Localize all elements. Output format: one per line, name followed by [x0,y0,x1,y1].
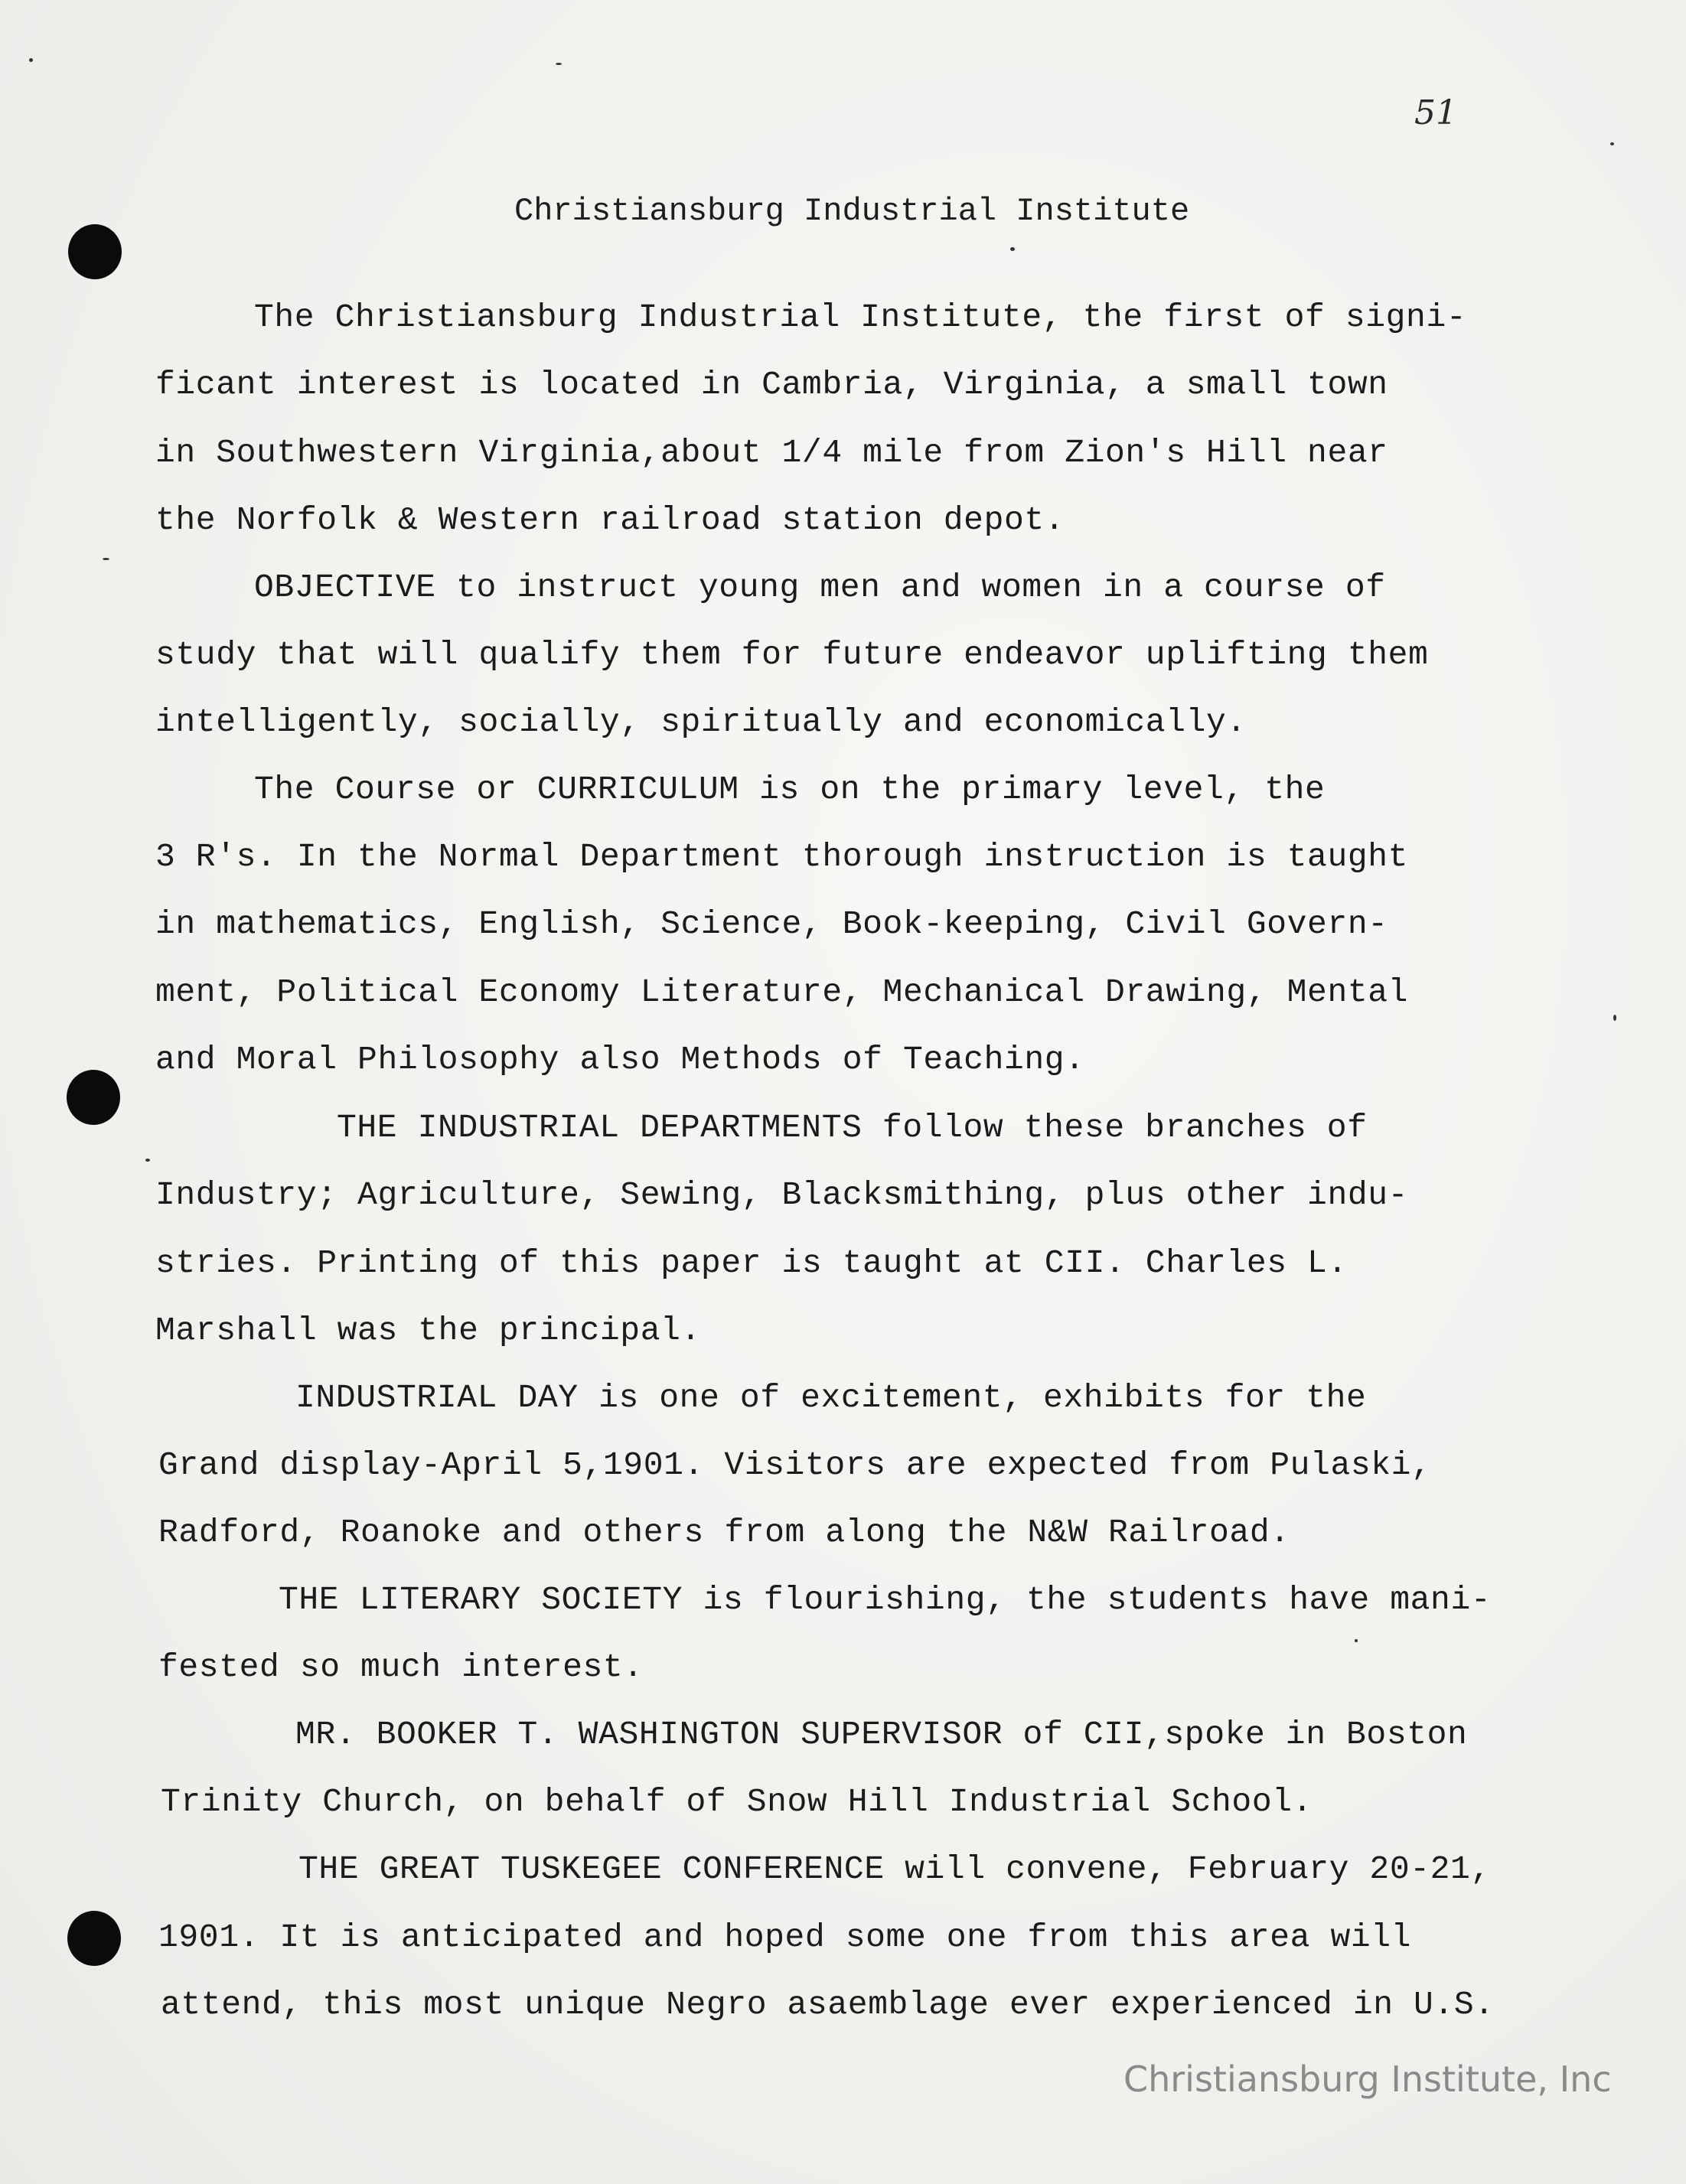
speck [556,63,562,65]
body-line: THE INDUSTRIAL DEPARTMENTS follow these branches of [337,1109,1368,1146]
body-line: THE LITERARY SOCIETY is flourishing, the students have mani- [279,1581,1492,1618]
speck [1613,1015,1616,1021]
body-line: and Moral Philosophy also Methods of Teaching. [155,1041,1085,1078]
body-line: Trinity Church, on behalf of Snow Hill Industrial School. [161,1783,1313,1821]
body-line: Industry; Agriculture, Sewing, Blacksmithing, plus other indu- [155,1176,1409,1214]
body-line: in Southwestern Virginia,about 1/4 mile from Zion's Hill near [155,434,1388,471]
body-line: The Course or CURRICULUM is on the primary level, the [254,771,1326,808]
speck [1010,247,1015,251]
page-title: Christiansburg Industrial Institute [514,193,1190,230]
body-line: The Christiansburg Industrial Institute, the first of signi- [254,298,1467,336]
body-line: 1901. It is anticipated and hoped some one from this area will [158,1918,1412,1956]
page-number: 51 [1414,93,1457,132]
body-line: the Norfolk & Western railroad station depot. [155,501,1065,539]
body-line: study that will qualify them for future endeavor uplifting them [155,636,1429,673]
punch-hole-top [68,224,122,279]
speck [145,1159,150,1162]
punch-hole-middle [67,1070,120,1125]
body-line: Marshall was the principal. [155,1312,701,1349]
body-line: fested so much interest. [158,1648,644,1686]
body-line: stries. Printing of this paper is taught at CII. Charles L. [155,1244,1348,1282]
body-line: OBJECTIVE to instruct young men and women in a course of [254,569,1386,606]
body-line: Grand display-April 5,1901. Visitors are expected from Pulaski, [158,1446,1432,1484]
body-line: ment, Political Economy Literature, Mechanical Drawing, Mental [155,973,1409,1011]
speck [29,58,33,62]
body-line: MR. BOOKER T. WASHINGTON SUPERVISOR of CII,spoke in Boston [295,1716,1468,1753]
body-line: THE GREAT TUSKEGEE CONFERENCE will convene, February 20-21, [298,1850,1491,1888]
watermark: Christiansburg Institute, Inc [1123,2059,1612,2100]
body-line: ficant interest is located in Cambria, Virginia, a small town [155,366,1388,403]
body-line: in mathematics, English, Science, Book-keeping, Civil Govern- [155,905,1388,943]
punch-hole-bottom [67,1911,121,1966]
speck [103,558,109,560]
body-line: intelligently, socially, spiritually and economically. [155,703,1247,741]
body-line: attend, this most unique Negro asaemblage ever experienced in U.S. [161,1986,1495,2023]
speck [1355,1639,1358,1642]
body-line: Radford, Roanoke and others from along the N&W Railroad. [158,1514,1290,1551]
body-line: INDUSTRIAL DAY is one of excitement, exhibits for the [295,1379,1367,1416]
speck [1610,142,1614,145]
body-line: 3 R's. In the Normal Department thorough instruction is taught [155,838,1409,875]
